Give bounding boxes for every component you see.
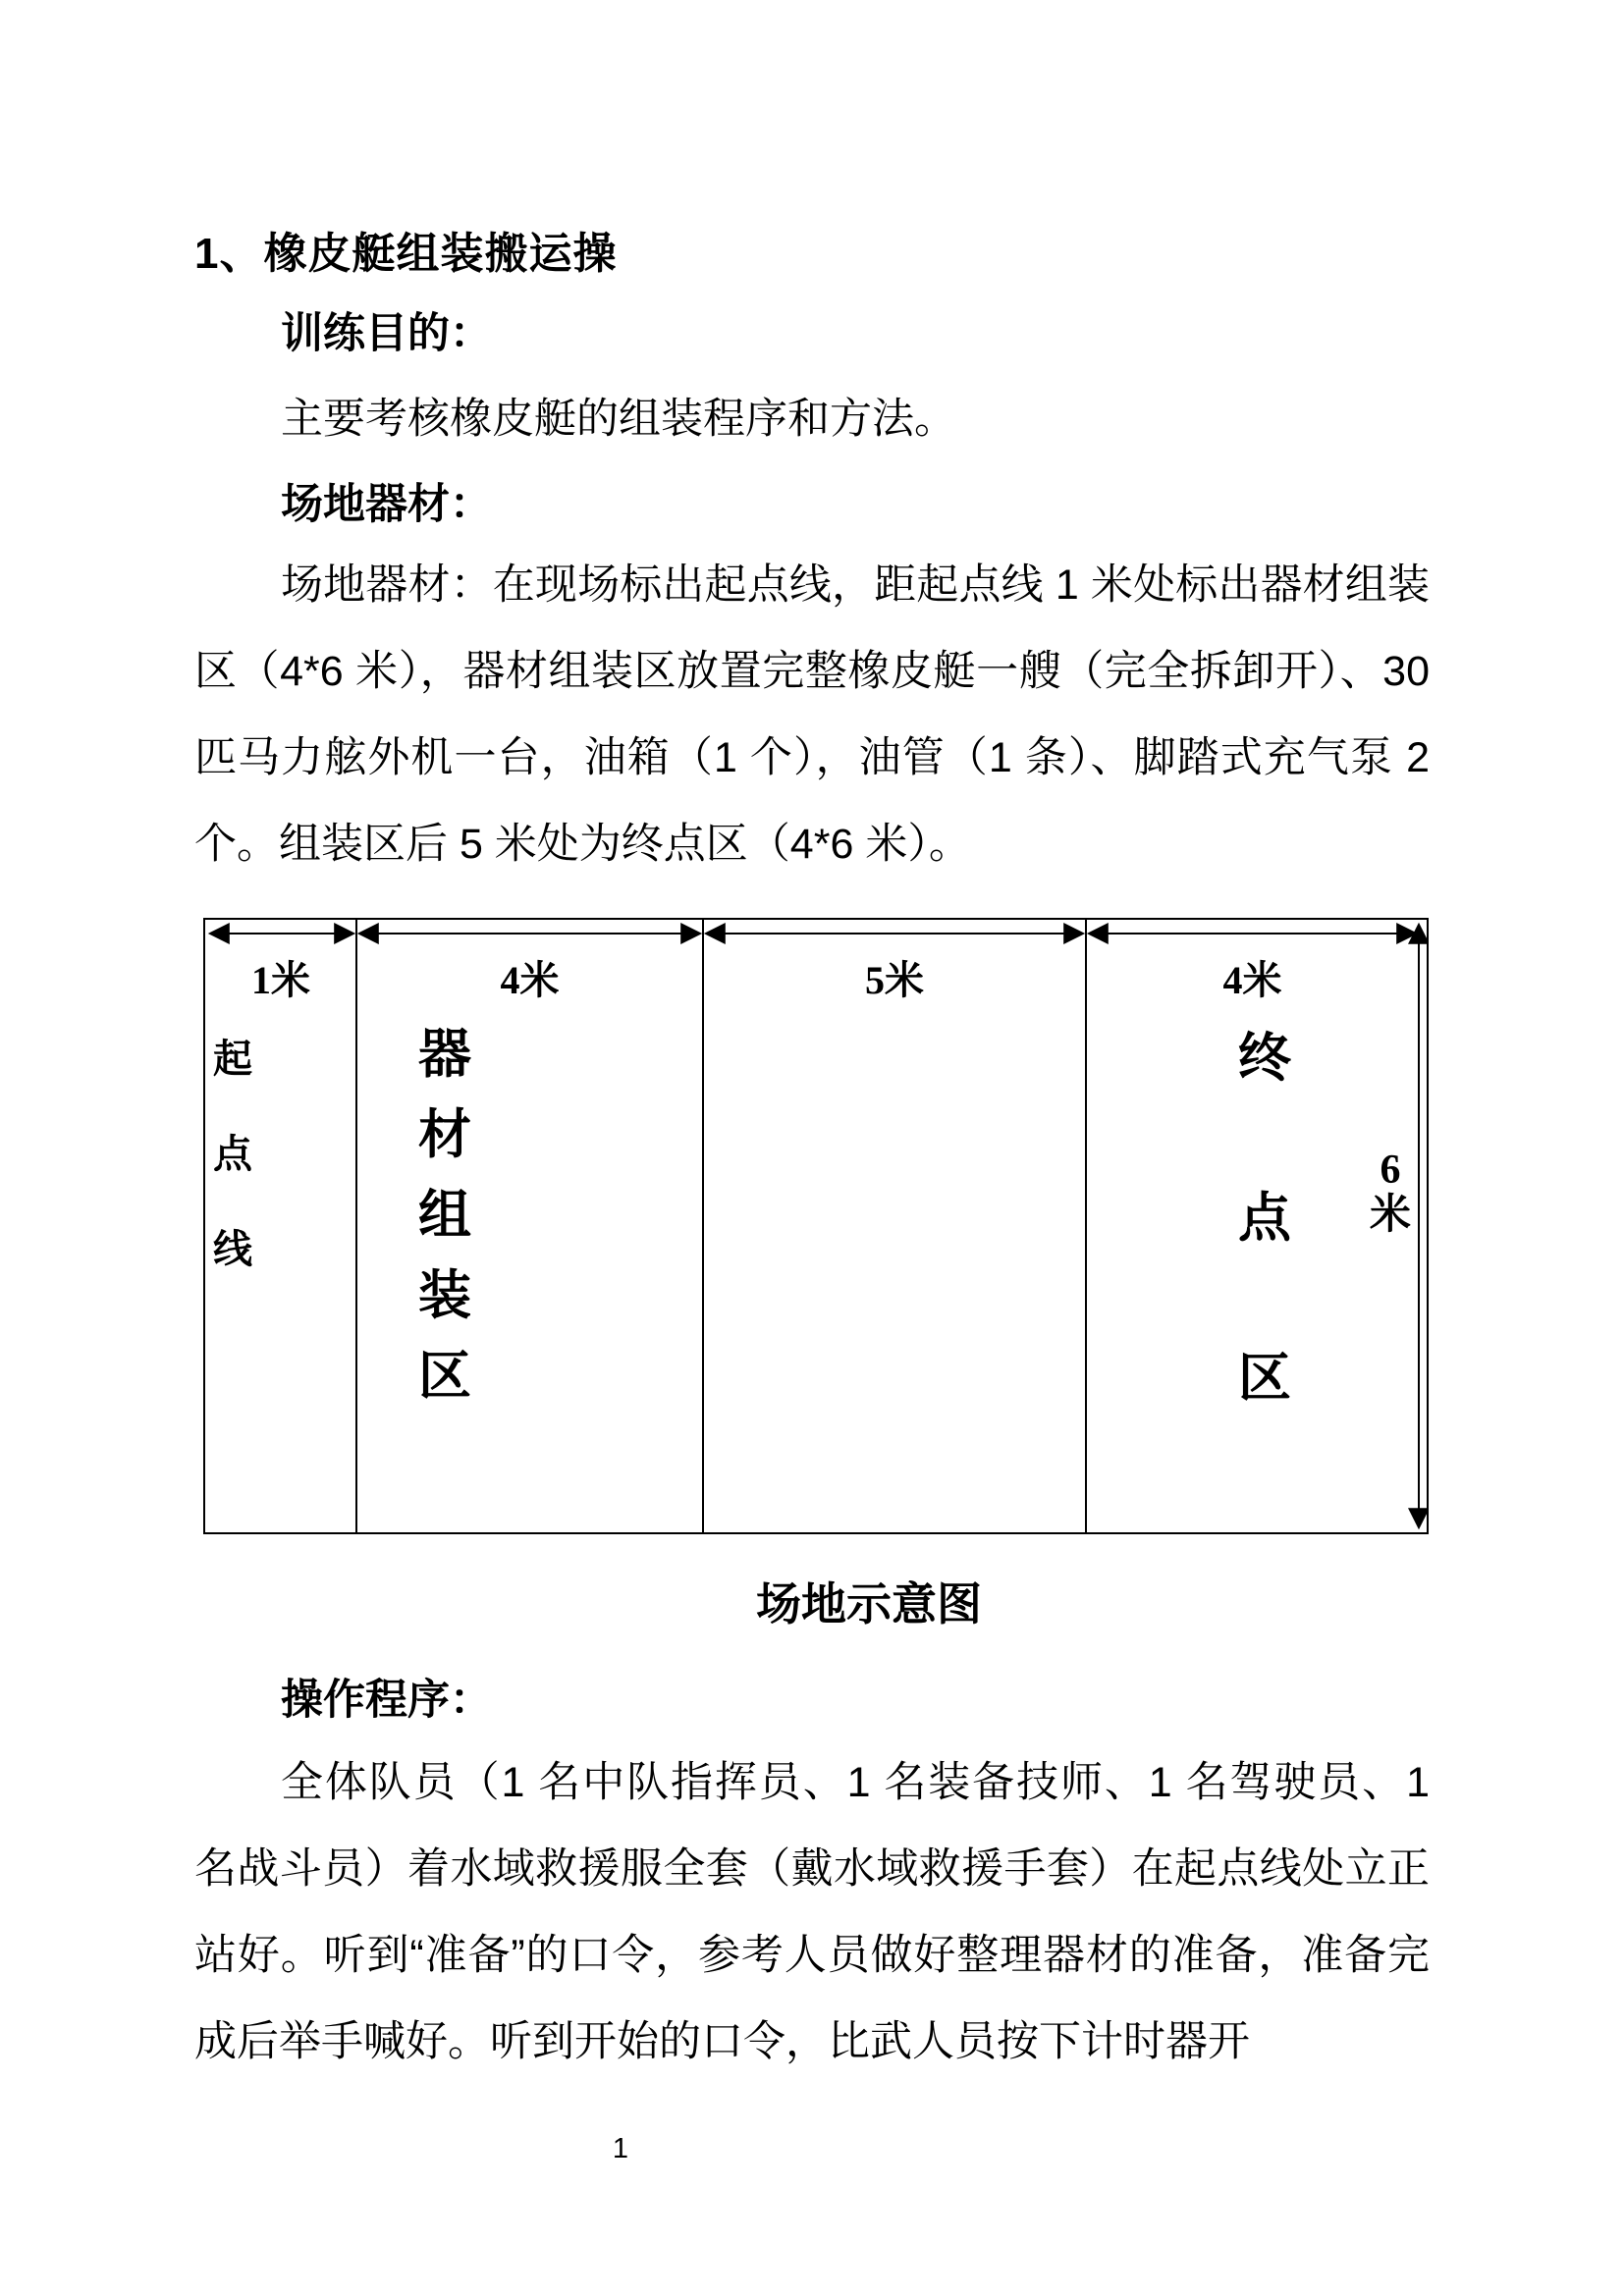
heading-training-purpose: 训练目的： <box>281 310 492 357</box>
document-title: 1、橡皮艇组装搬运操 <box>194 230 618 278</box>
heading-field-equipment: 场地器材： <box>281 481 492 528</box>
zone-label-start-line: 起点线 <box>213 1037 252 1271</box>
dimension-label-4m-assembly: 4米 <box>500 958 560 1002</box>
zone-label-assembly-area: 器材组装区 <box>418 1025 471 1406</box>
dimension-label-4m-finish: 4米 <box>1222 958 1282 1002</box>
dimension-label-1m: 1米 <box>251 958 310 1002</box>
heading-operating-procedure: 操作程序： <box>281 1677 492 1724</box>
diagram-caption: 场地示意图 <box>756 1578 982 1629</box>
zone-label-finish-area: 终点区 <box>1238 1029 1291 1408</box>
dimension-label-5m: 5米 <box>865 958 924 1002</box>
paragraph-field-equipment: 场地器材：在现场标出起点线，距起点线 1 米处标出器材组装区（4*6 米），器材组装区放置完整橡皮艇一艘（完全拆卸开）、30 匹马力舷外机一台，油箱（1 个），油管（1 条）、脚踏式充气泵 2 个。组装区后 5 米处为终点区（4*6 米）。 <box>194 561 1430 868</box>
paragraph-operating-procedure: 全体队员（1 名中队指挥员、1 名装备技师、1 名驾驶员、1 名战斗员）着水域救援服全套（戴水域救援手套）在起点线处立正站好。听到“准备”的口令，参考人员做好整理器材的准备，准备完成后举手喊好。听到开始的口令，比武人员按下计时器开 <box>194 1759 1430 2065</box>
paragraph-training-purpose: 主要考核橡皮艇的组装程序和方法。 <box>281 396 956 443</box>
dimension-label-6m-height: 6米 <box>1369 1148 1411 1238</box>
page-number: 1 <box>612 2133 629 2164</box>
field-diagram <box>203 918 1429 1534</box>
